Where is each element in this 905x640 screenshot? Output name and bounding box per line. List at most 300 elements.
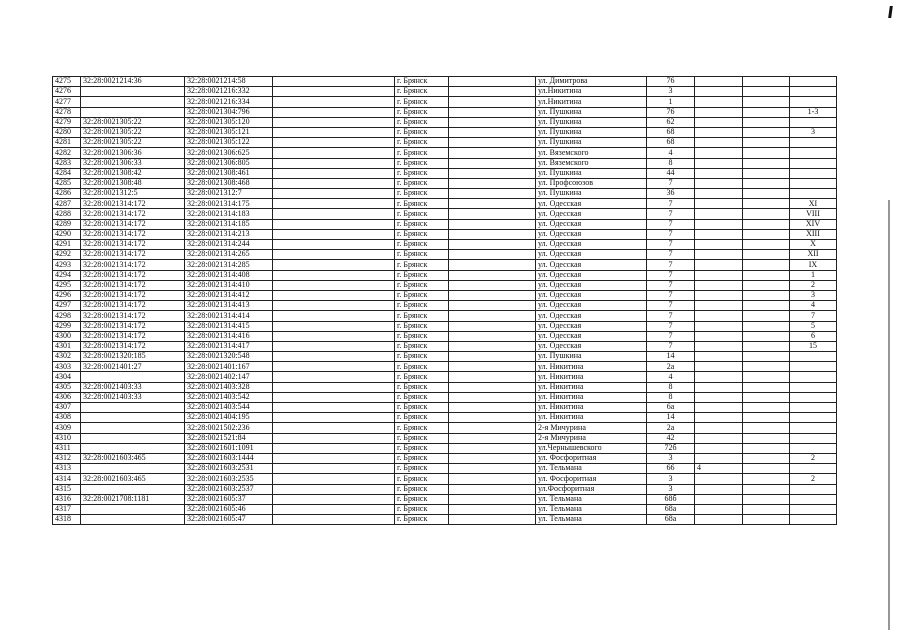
- cadastral-object-cell: 32:28:0021601:1091: [185, 443, 273, 453]
- street-cell: ул. Пушкина: [536, 168, 647, 178]
- apartment-cell: [790, 87, 837, 97]
- city-cell: г. Брянск: [395, 280, 449, 290]
- street-cell: ул. Одесская: [536, 321, 647, 331]
- row-number-cell: 4299: [53, 321, 81, 331]
- house-number-cell: 3: [647, 453, 695, 463]
- city-cell: г. Брянск: [395, 311, 449, 321]
- row-number-cell: 4313: [53, 464, 81, 474]
- table-row: [53, 474, 837, 484]
- street-cell: ул. Одесская: [536, 219, 647, 229]
- extra-cell: [695, 382, 743, 392]
- apartment-cell: 5: [790, 321, 837, 331]
- city-cell: г. Брянск: [395, 138, 449, 148]
- empty-cell: [449, 515, 536, 525]
- house-number-cell: 7: [647, 240, 695, 250]
- cadastral-object-cell: 32:28:0021605:46: [185, 504, 273, 514]
- cadastral-parcel-cell: [81, 464, 185, 474]
- street-cell: ул. Одесская: [536, 280, 647, 290]
- street-cell: ул. Никитина: [536, 362, 647, 372]
- row-number-cell: 4300: [53, 331, 81, 341]
- cadastral-object-cell: 32:28:0021314:414: [185, 311, 273, 321]
- apartment-cell: 7: [790, 311, 837, 321]
- house-number-cell: 68: [647, 127, 695, 137]
- empty-cell: [273, 484, 395, 494]
- cadastral-parcel-cell: 32:28:0021308:48: [81, 178, 185, 188]
- extra-cell: 4: [695, 464, 743, 474]
- extra-cell: [695, 229, 743, 239]
- page-edge-shadow: [888, 200, 890, 630]
- row-number-cell: 4276: [53, 87, 81, 97]
- city-cell: г. Брянск: [395, 229, 449, 239]
- extra-cell: [695, 77, 743, 87]
- empty-cell: [273, 199, 395, 209]
- cadastral-object-cell: 32:28:0021605:37: [185, 494, 273, 504]
- empty-cell: [273, 127, 395, 137]
- empty-cell: [449, 229, 536, 239]
- cadastral-parcel-cell: [81, 443, 185, 453]
- street-cell: ул. Вяземского: [536, 158, 647, 168]
- cadastral-object-cell: 32:28:0021305:122: [185, 138, 273, 148]
- empty-cell: [449, 453, 536, 463]
- cadastral-parcel-cell: 32:28:0021314:172: [81, 280, 185, 290]
- row-number-cell: 4306: [53, 392, 81, 402]
- extra-cell: [695, 168, 743, 178]
- city-cell: г. Брянск: [395, 219, 449, 229]
- empty-cell: [743, 413, 790, 423]
- street-cell: ул. Никитина: [536, 403, 647, 413]
- cadastral-parcel-cell: 32:28:0021314:172: [81, 311, 185, 321]
- city-cell: г. Брянск: [395, 87, 449, 97]
- table-row: [53, 189, 837, 199]
- city-cell: г. Брянск: [395, 515, 449, 525]
- city-cell: г. Брянск: [395, 250, 449, 260]
- city-cell: г. Брянск: [395, 341, 449, 351]
- table-row: [53, 494, 837, 504]
- row-number-cell: 4283: [53, 158, 81, 168]
- city-cell: г. Брянск: [395, 443, 449, 453]
- house-number-cell: 36: [647, 189, 695, 199]
- street-cell: ул. Пушкина: [536, 352, 647, 362]
- city-cell: г. Брянск: [395, 474, 449, 484]
- apartment-cell: XII: [790, 250, 837, 260]
- apartment-cell: 3: [790, 127, 837, 137]
- empty-cell: [449, 423, 536, 433]
- extra-cell: [695, 250, 743, 260]
- cadastral-object-cell: 32:28:0021305:121: [185, 127, 273, 137]
- apartment-cell: [790, 158, 837, 168]
- empty-cell: [273, 352, 395, 362]
- cadastral-object-cell: 32:28:0021314:408: [185, 270, 273, 280]
- table-row: [53, 229, 837, 239]
- row-number-cell: 4282: [53, 148, 81, 158]
- table-row: [53, 321, 837, 331]
- apartment-cell: [790, 413, 837, 423]
- empty-cell: [449, 97, 536, 107]
- row-number-cell: 4285: [53, 178, 81, 188]
- cadastral-object-cell: 32:28:0021314:413: [185, 301, 273, 311]
- cadastral-parcel-cell: 32:28:0021708:1181: [81, 494, 185, 504]
- empty-cell: [743, 138, 790, 148]
- table-row: [53, 138, 837, 148]
- table-row: [53, 382, 837, 392]
- extra-cell: [695, 321, 743, 331]
- cadastral-object-cell: 32:28:0021308:461: [185, 168, 273, 178]
- empty-cell: [743, 229, 790, 239]
- apartment-cell: 6: [790, 331, 837, 341]
- row-number-cell: 4292: [53, 250, 81, 260]
- cadastral-object-cell: 32:28:0021603:2535: [185, 474, 273, 484]
- house-number-cell: 14: [647, 413, 695, 423]
- extra-cell: [695, 403, 743, 413]
- empty-cell: [743, 301, 790, 311]
- empty-cell: [743, 331, 790, 341]
- row-number-cell: 4279: [53, 117, 81, 127]
- empty-cell: [273, 229, 395, 239]
- cadastral-object-cell: 32:28:0021603:1444: [185, 453, 273, 463]
- cadastral-parcel-cell: 32:28:0021401:27: [81, 362, 185, 372]
- empty-cell: [273, 494, 395, 504]
- empty-cell: [449, 219, 536, 229]
- extra-cell: [695, 87, 743, 97]
- apartment-cell: 4: [790, 301, 837, 311]
- table-row: [53, 250, 837, 260]
- cadastral-object-cell: 32:28:0021216:334: [185, 97, 273, 107]
- city-cell: г. Брянск: [395, 209, 449, 219]
- extra-cell: [695, 148, 743, 158]
- street-cell: ул. Одесская: [536, 229, 647, 239]
- row-number-cell: 4284: [53, 168, 81, 178]
- extra-cell: [695, 494, 743, 504]
- house-number-cell: 76: [647, 77, 695, 87]
- cadastral-parcel-cell: 32:28:0021308:42: [81, 168, 185, 178]
- cadastral-object-cell: 32:28:0021603:2531: [185, 464, 273, 474]
- cadastral-object-cell: 32:28:0021314:415: [185, 321, 273, 331]
- table-row: [53, 392, 837, 402]
- city-cell: г. Брянск: [395, 117, 449, 127]
- apartment-cell: [790, 504, 837, 514]
- empty-cell: [449, 158, 536, 168]
- empty-cell: [743, 168, 790, 178]
- cadastral-parcel-cell: 32:28:0021314:172: [81, 229, 185, 239]
- table-row: [53, 148, 837, 158]
- house-number-cell: 7: [647, 250, 695, 260]
- empty-cell: [449, 494, 536, 504]
- house-number-cell: 42: [647, 433, 695, 443]
- house-number-cell: 7: [647, 219, 695, 229]
- empty-cell: [743, 280, 790, 290]
- cadastral-object-cell: 32:28:0021320:548: [185, 352, 273, 362]
- apartment-cell: [790, 433, 837, 443]
- table-row: [53, 362, 837, 372]
- cadastral-parcel-cell: 32:28:0021314:172: [81, 341, 185, 351]
- house-number-cell: 72б: [647, 443, 695, 453]
- empty-cell: [273, 515, 395, 525]
- empty-cell: [273, 209, 395, 219]
- extra-cell: [695, 178, 743, 188]
- city-cell: г. Брянск: [395, 403, 449, 413]
- extra-cell: [695, 240, 743, 250]
- empty-cell: [449, 372, 536, 382]
- empty-cell: [449, 77, 536, 87]
- apartment-cell: XIII: [790, 229, 837, 239]
- extra-cell: [695, 392, 743, 402]
- street-cell: ул. Никитина: [536, 413, 647, 423]
- row-number-cell: 4307: [53, 403, 81, 413]
- apartment-cell: [790, 464, 837, 474]
- empty-cell: [273, 453, 395, 463]
- row-number-cell: 4295: [53, 280, 81, 290]
- city-cell: г. Брянск: [395, 433, 449, 443]
- cadastral-object-cell: 32:28:0021305:120: [185, 117, 273, 127]
- empty-cell: [449, 301, 536, 311]
- house-number-cell: 4: [647, 148, 695, 158]
- empty-cell: [743, 372, 790, 382]
- apartment-cell: [790, 178, 837, 188]
- city-cell: г. Брянск: [395, 372, 449, 382]
- table-row: [53, 413, 837, 423]
- house-number-cell: 2а: [647, 362, 695, 372]
- empty-cell: [449, 107, 536, 117]
- cadastral-object-cell: 32:28:0021603:2537: [185, 484, 273, 494]
- empty-cell: [743, 352, 790, 362]
- extra-cell: [695, 189, 743, 199]
- city-cell: г. Брянск: [395, 453, 449, 463]
- street-cell: ул.Никитина: [536, 97, 647, 107]
- cadastral-object-cell: 32:28:0021314:213: [185, 229, 273, 239]
- table-row: [53, 77, 837, 87]
- street-cell: 2-я Мичурина: [536, 433, 647, 443]
- street-cell: ул.Никитина: [536, 87, 647, 97]
- apartment-cell: VIII: [790, 209, 837, 219]
- row-number-cell: 4304: [53, 372, 81, 382]
- cadastral-object-cell: 32:28:0021306:805: [185, 158, 273, 168]
- cadastral-parcel-cell: 32:28:0021603:465: [81, 474, 185, 484]
- house-number-cell: 2а: [647, 423, 695, 433]
- cadastral-parcel-cell: 32:28:0021314:172: [81, 270, 185, 280]
- extra-cell: [695, 341, 743, 351]
- row-number-cell: 4288: [53, 209, 81, 219]
- table-body: [53, 77, 837, 525]
- empty-cell: [273, 260, 395, 270]
- cadastral-parcel-cell: 32:28:0021306:33: [81, 158, 185, 168]
- street-cell: ул. Одесская: [536, 250, 647, 260]
- extra-cell: [695, 311, 743, 321]
- extra-cell: [695, 158, 743, 168]
- extra-cell: [695, 515, 743, 525]
- city-cell: г. Брянск: [395, 392, 449, 402]
- empty-cell: [273, 219, 395, 229]
- cadastral-parcel-cell: 32:28:0021314:172: [81, 240, 185, 250]
- empty-cell: [449, 290, 536, 300]
- city-cell: г. Брянск: [395, 494, 449, 504]
- empty-cell: [449, 474, 536, 484]
- cadastral-parcel-cell: 32:28:0021403:33: [81, 382, 185, 392]
- empty-cell: [743, 77, 790, 87]
- extra-cell: [695, 117, 743, 127]
- empty-cell: [743, 494, 790, 504]
- table-row: [53, 270, 837, 280]
- city-cell: г. Брянск: [395, 270, 449, 280]
- city-cell: г. Брянск: [395, 362, 449, 372]
- street-cell: ул. Фосфоритная: [536, 453, 647, 463]
- house-number-cell: 7: [647, 331, 695, 341]
- apartment-cell: 1: [790, 270, 837, 280]
- street-cell: ул. Одесская: [536, 240, 647, 250]
- empty-cell: [449, 280, 536, 290]
- empty-cell: [743, 515, 790, 525]
- street-cell: ул. Никитина: [536, 382, 647, 392]
- cadastral-parcel-cell: 32:28:0021305:22: [81, 138, 185, 148]
- cadastral-parcel-cell: 32:28:0021214:36: [81, 77, 185, 87]
- apartment-cell: [790, 484, 837, 494]
- extra-cell: [695, 474, 743, 484]
- cadastral-parcel-cell: 32:28:0021314:172: [81, 219, 185, 229]
- empty-cell: [273, 413, 395, 423]
- empty-cell: [273, 148, 395, 158]
- city-cell: г. Брянск: [395, 301, 449, 311]
- city-cell: г. Брянск: [395, 484, 449, 494]
- street-cell: ул.Фосфоритная: [536, 484, 647, 494]
- house-number-cell: 7: [647, 280, 695, 290]
- apartment-cell: 2: [790, 453, 837, 463]
- empty-cell: [449, 87, 536, 97]
- table-row: [53, 87, 837, 97]
- empty-cell: [449, 484, 536, 494]
- empty-cell: [743, 178, 790, 188]
- row-number-cell: 4318: [53, 515, 81, 525]
- street-cell: ул.Чернышевского: [536, 443, 647, 453]
- street-cell: ул. Тельмана: [536, 464, 647, 474]
- extra-cell: [695, 443, 743, 453]
- table-row: [53, 240, 837, 250]
- cadastral-parcel-cell: 32:28:0021314:172: [81, 321, 185, 331]
- extra-cell: [695, 484, 743, 494]
- empty-cell: [273, 433, 395, 443]
- apartment-cell: [790, 443, 837, 453]
- empty-cell: [449, 178, 536, 188]
- empty-cell: [743, 87, 790, 97]
- house-number-cell: 68: [647, 138, 695, 148]
- table-row: [53, 301, 837, 311]
- extra-cell: [695, 331, 743, 341]
- city-cell: г. Брянск: [395, 178, 449, 188]
- street-cell: ул. Тельмана: [536, 494, 647, 504]
- empty-cell: [273, 168, 395, 178]
- cadastral-parcel-cell: [81, 515, 185, 525]
- cadastral-object-cell: 32:28:0021312:7: [185, 189, 273, 199]
- extra-cell: [695, 280, 743, 290]
- cadastral-parcel-cell: 32:28:0021305:22: [81, 117, 185, 127]
- empty-cell: [449, 413, 536, 423]
- street-cell: ул. Никитина: [536, 392, 647, 402]
- extra-cell: [695, 290, 743, 300]
- cadastral-parcel-cell: 32:28:0021314:172: [81, 260, 185, 270]
- extra-cell: [695, 270, 743, 280]
- city-cell: г. Брянск: [395, 199, 449, 209]
- empty-cell: [273, 341, 395, 351]
- table-row: [53, 219, 837, 229]
- empty-cell: [273, 240, 395, 250]
- row-number-cell: 4291: [53, 240, 81, 250]
- empty-cell: [449, 443, 536, 453]
- row-number-cell: 4315: [53, 484, 81, 494]
- empty-cell: [273, 77, 395, 87]
- house-number-cell: 7: [647, 301, 695, 311]
- house-number-cell: 7: [647, 209, 695, 219]
- apartment-cell: [790, 97, 837, 107]
- street-cell: ул. Пушкина: [536, 138, 647, 148]
- empty-cell: [449, 117, 536, 127]
- empty-cell: [743, 250, 790, 260]
- table-row: [53, 515, 837, 525]
- row-number-cell: 4317: [53, 504, 81, 514]
- empty-cell: [273, 290, 395, 300]
- empty-cell: [273, 464, 395, 474]
- apartment-cell: 2: [790, 280, 837, 290]
- cadastral-parcel-cell: [81, 423, 185, 433]
- empty-cell: [273, 372, 395, 382]
- empty-cell: [743, 270, 790, 280]
- cadastral-object-cell: 32:28:0021403:328: [185, 382, 273, 392]
- table-row: [53, 97, 837, 107]
- house-number-cell: 7: [647, 341, 695, 351]
- house-number-cell: 68а: [647, 515, 695, 525]
- table-row: [53, 311, 837, 321]
- empty-cell: [743, 403, 790, 413]
- street-cell: ул. Вяземского: [536, 148, 647, 158]
- cadastral-parcel-cell: 32:28:0021603:465: [81, 453, 185, 463]
- extra-cell: [695, 504, 743, 514]
- house-number-cell: 68а: [647, 504, 695, 514]
- cadastral-object-cell: 32:28:0021314:183: [185, 209, 273, 219]
- empty-cell: [449, 189, 536, 199]
- apartment-cell: [790, 168, 837, 178]
- street-cell: ул. Пушкина: [536, 117, 647, 127]
- cadastral-parcel-cell: 32:28:0021320:185: [81, 352, 185, 362]
- extra-cell: [695, 301, 743, 311]
- cadastral-parcel-cell: [81, 87, 185, 97]
- apartment-cell: [790, 77, 837, 87]
- apartment-cell: 15: [790, 341, 837, 351]
- cadastral-object-cell: 32:28:0021308:468: [185, 178, 273, 188]
- city-cell: г. Брянск: [395, 413, 449, 423]
- empty-cell: [743, 464, 790, 474]
- empty-cell: [449, 260, 536, 270]
- house-number-cell: 7: [647, 229, 695, 239]
- empty-cell: [449, 148, 536, 158]
- row-number-cell: 4303: [53, 362, 81, 372]
- house-number-cell: 14: [647, 352, 695, 362]
- row-number-cell: 4275: [53, 77, 81, 87]
- city-cell: г. Брянск: [395, 331, 449, 341]
- table-row: [53, 209, 837, 219]
- table-row: [53, 168, 837, 178]
- table-row: [53, 331, 837, 341]
- cadastral-object-cell: 32:28:0021314:410: [185, 280, 273, 290]
- city-cell: г. Брянск: [395, 127, 449, 137]
- cadastral-object-cell: 32:28:0021502:236: [185, 423, 273, 433]
- empty-cell: [743, 240, 790, 250]
- cadastral-object-cell: 32:28:0021314:412: [185, 290, 273, 300]
- street-cell: ул. Никитина: [536, 372, 647, 382]
- city-cell: г. Брянск: [395, 107, 449, 117]
- house-number-cell: 3: [647, 484, 695, 494]
- house-number-cell: 8: [647, 158, 695, 168]
- empty-cell: [449, 138, 536, 148]
- table-row: [53, 443, 837, 453]
- cadastral-object-cell: 32:28:0021304:796: [185, 107, 273, 117]
- apartment-cell: IX: [790, 260, 837, 270]
